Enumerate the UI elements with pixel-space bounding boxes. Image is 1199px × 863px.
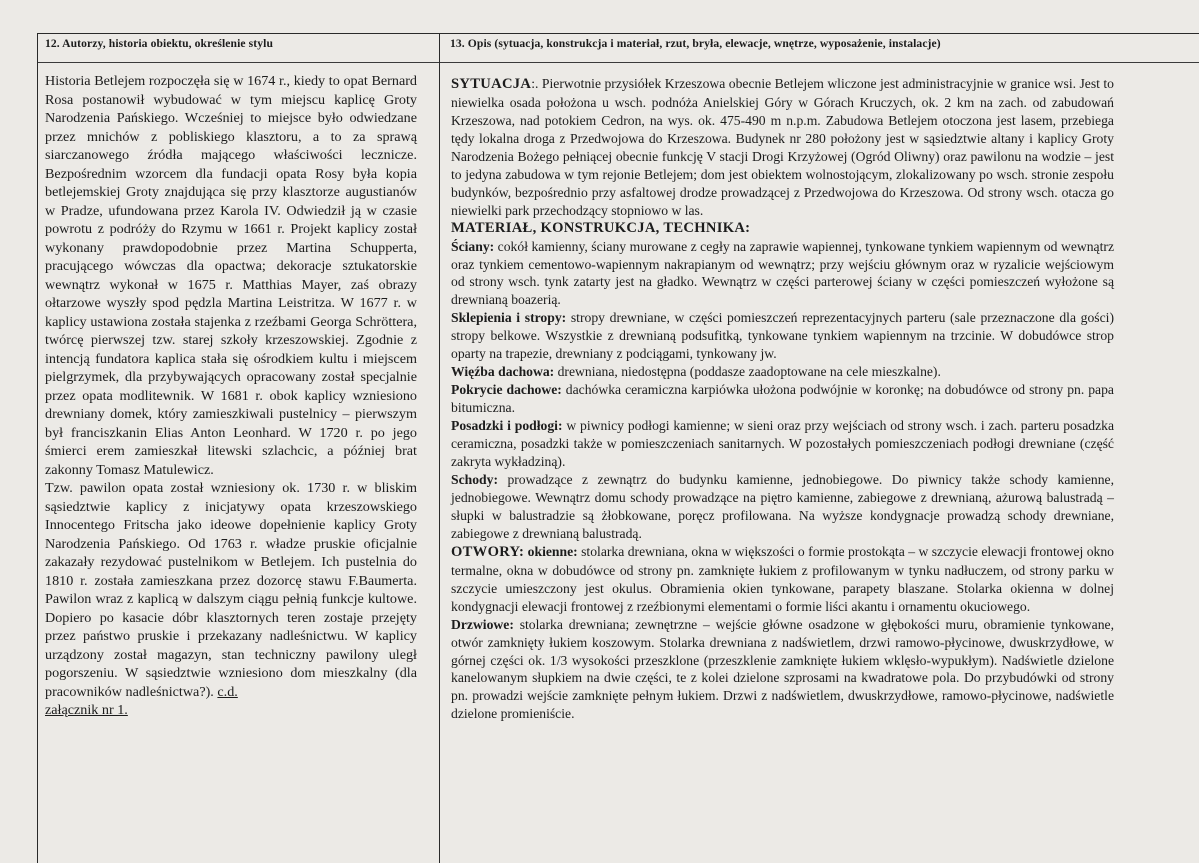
posadzki-paragraph	[451, 417, 1114, 471]
sytuacja-label: SYTUACJA	[451, 76, 532, 92]
history-paragraph-1: Historia Betlejem rozpoczęła się w 1674 r., kiedy to opat Bernard Rosa postanowił wybudować w tym miejscu kaplicę Groty Narodzenia Pańskiego. Wcześniej to miejsce było odwiedzane przez mnichów z pobliskiego klasztoru, a to za sprawą siarczanowego źródła mającego właściwości lecznicze. Bezpośrednim wzorcem dla fundacji opata Rosy była kopia betlejemskiej Groty znajdująca się przy klasztorze augustianów w Pradze, ufundowana przez Karola IV. Odwiedził ją w czasie powrotu z podróży do Rzymu w 1661 r. Projekt kaplicy został wykonany prawdopodobnie przez Martina Schupperta, pracującego wówczas dla opactwa; dekoracje sztukatorskie wewnątrz wykonał w 1675 r. Matthias Mayer, zaś obrazy ołtarzowe wyszły spod pędzla Martina Leistritza. W 1677 r. w kaplicy ustawiona została stajenka z rzeźbami Georga Schröttera, twórcę pierwszej tzw. starej szkoły krzeszowskiej. Zgodnie z intencją fundatora kaplica stała się ośrodkiem kultu i miejscem pielgrzymek, dla przybywających opracowany został specjalnie przez opata modlitewnik. W 1681 r. obok kaplicy wzniesiono drewniany domek, który zamieszkiwali pustelnicy – pierwszym był franciszkanin Elias Anton Leonhard. W 1720 r. po jego śmierci erem zamieszkał litewski szlachcic, a później brat zakonny Tomasz Matulewicz.	[45, 73, 417, 478]
table-left-border	[37, 33, 38, 863]
wiezba-text: drewniana, niedostępna (poddasze zaadoptowane na cele mieszkalne).	[554, 364, 941, 380]
attachment-link[interactable]: załącznik nr 1.	[45, 702, 128, 718]
schody-text: prowadzące z zewnątrz do budynku kamienne, jednobiegowe. Do piwnicy także schody kamienne, jednobiegowe. Wewnątrz domu schody prowadzące na piętro kamienne, zabiegowe z drewnianą, ażurową balustradą – słupki w balustradzie są żłobkowane, poręcz profilowana. Na wyższe kondygnacje prowadzą schody drewniane, zabiegowe z drewnianą balustradą.	[451, 471, 1114, 541]
otwory-paragraph	[451, 543, 1114, 616]
sytuacja-text: Pierwotnie przysiółek Krzeszowa obecnie Betlejem wliczone jest administracyjnie w granice wsi. Jest to niewielka osada położona u wsch. podnóża Anielskiej Góry w Górach Kruczych, ok. 2 km na zach. od zabudowań Krzeszowa, nad potokiem Cedron, na wys. ok. 475-490 m n.p.m. Zabudowa Betlejem otoczona jest lasem, przebiega tędy lokalna droga z Przedwojowa do Krzeszowa. Budynek nr 280 położony jest w sąsiedztwie altany i kaplicy Groty Narodzenia Bożego pełniącej obecnie funkcję V stacji Drogi Krzyżowej (Ogród Oliwny) oraz pawilonu na wodzie – jest to jedyna zabudowa w tym rejonie Betlejem; dom jest obiektem wolnostojącym, zlokalizowany po wsch. stronie zespołu budynków, bezpośrednio przy asfaltowej drodze prowadzącej z Przedwojowa do Krzeszowa. Od strony wsch. otacza go niewielki park przechodzący stopniowo w las.	[451, 76, 1114, 218]
history-paragraph-2	[45, 479, 417, 720]
drzwiowe-paragraph	[451, 616, 1114, 724]
pokrycie-paragraph	[451, 381, 1114, 417]
schody-paragraph	[451, 471, 1114, 543]
drzwiowe-label: Drzwiowe:	[451, 616, 514, 632]
okienne-label: okienne:	[527, 543, 578, 559]
sklepienia-text: stropy drewniane, w części pomieszczeń reprezentacyjnych parteru (sale przeznaczone dla gości) stropy belkowe. Wszystkie z drewnianą podsufitką, tynkowane tynkiem wapiennym na trzcinie. W dobudówce strop oparty na trapezie, drewniany z podciągami, tynkowany jw.	[451, 310, 1115, 362]
history-column	[45, 72, 417, 720]
header-divider	[37, 62, 1199, 63]
column-divider	[439, 33, 440, 863]
posadzki-text: w piwnicy podłogi kamienne; w sieni oraz przy wejściach od strony wsch. i zach. parteru posadzka ceramiczna, posadzki także w pomieszczeniach sanitarnych. W pozostałych pomieszczeniach podłogi drewniane (część zakryta wykładziną).	[451, 418, 1114, 470]
sytuacja-separator: :.	[531, 76, 539, 91]
wiezba-paragraph	[451, 363, 1114, 381]
description-column	[451, 75, 1114, 723]
continuation-link[interactable]: c.d.	[217, 683, 238, 700]
otwory-label: OTWORY:	[451, 543, 525, 560]
sciany-text: cokół kamienny, ściany murowane z cegły na zaprawie wapiennej, tynkowane tynkiem wapiennym od wewnątrz oraz tynkiem cementowo-wapiennym nakrapianym od wewnątrz; przy wejściu głównym oraz w ryzalicie wejściowym od strony wsch. tynk zatarty jest na gładko. Wewnątrz w części parterowej ściany w części pomieszczeń wyłożone są drewnianą boazerią.	[451, 238, 1114, 308]
pokrycie-label: Pokrycie dachowe:	[451, 382, 562, 398]
sklepienia-label: Sklepienia i stropy:	[451, 310, 567, 326]
material-heading: MATERIAŁ, KONSTRUKCJA, TECHNIKA:	[451, 219, 751, 236]
history-paragraph-2-text: Tzw. pawilon opata został wzniesiony ok. 1730 r. w bliskim sąsiedztwie kaplicy z inicjatywy opata krzeszowskiego Innocentego Fritscha jako ideowe dopełnienie kaplicy Groty Narodzenia Pańskiego. Od 1763 r. władze pruskie oficjalnie zakazały rezydować pustelnikom w Betlejem. Ich pustelnia do 1810 r. została zamieszkana przez dozorcę stawu F.Baumerta. Pawilon wraz z kaplicą w dalszym ciągu pełnią funkcje kultowe. Dopiero po kasacie dóbr klasztornych teren zostaje przejęty przez państwo pruskie i przekazany nadleśnictwu. W kaplicy urządzony został magazyn, stan techniczny pawilony uległ pogorszeniu. W sąsiedztwie wzniesiono dom mieszkalny (dla pracowników nadleśnictwa?).	[45, 480, 417, 700]
pokrycie-text: dachówka ceramiczna karpiówka ułożona podwójnie w koronkę; na dobudówce od strony pn. papa bitumiczna.	[451, 382, 1114, 416]
sklepienia-paragraph	[451, 309, 1114, 363]
drzwiowe-text: stolarka drewniana; zewnętrzne – wejście główne osadzone w głębokości muru, obramienie tynkowane, otwór zamknięty łukiem koszowym. Stolarka drewniana z nadświetlem, drzwi ramowo-płycinowe, dwuskrzydłowe, w górnej części ok. 1/3 wysokości przeszklone (przeszklenie zamknięte łukiem wklęsło-wypukłym). Nadświetle dzielone kanelowanym słupkiem na dwie części, te z kolei dzielone szprosami na kwadratowe pola. Do przybudówki od strony pn. prowadzi wejście zamknięte pełnym łukiem. Drzwi z nadświetlem, dwuskrzydłowe, ramowo-płycinowe, nadświetle dzielone promieniście.	[451, 616, 1114, 722]
section-13-header: 13. Opis (sytuacja, konstrukcja i materiał, rzut, bryła, elewacje, wnętrze, wyposażenie, instalacje)	[450, 37, 941, 50]
schody-label: Schody:	[451, 471, 498, 487]
sciany-label: Ściany:	[451, 238, 495, 254]
posadzki-label: Posadzki i podłogi:	[451, 418, 563, 434]
sytuacja-paragraph	[451, 75, 1114, 220]
table-top-border	[37, 33, 1199, 34]
okienne-text: stolarka drewniana, okna w większości o formie prostokąta – w szczycie elewacji frontowej okno termalne, okna w dobudówce od strony pn. zamknięte łukiem z profilowanym w tynku nadłuczem, od strony parku w szczycie umieszczony jest okulus. Obramienia okien tynkowane, parapety blaszane. Stolarka okienna w dolnej kondygnacji elewacji frontowej z rzeźbionymi elementami o formie liści akantu i ornamentu okuciowego.	[451, 543, 1114, 614]
wiezba-label: Więźba dachowa:	[451, 364, 555, 380]
sciany-paragraph	[451, 238, 1114, 310]
section-12-header: 12. Autorzy, historia obiektu, określenie stylu	[45, 37, 273, 50]
